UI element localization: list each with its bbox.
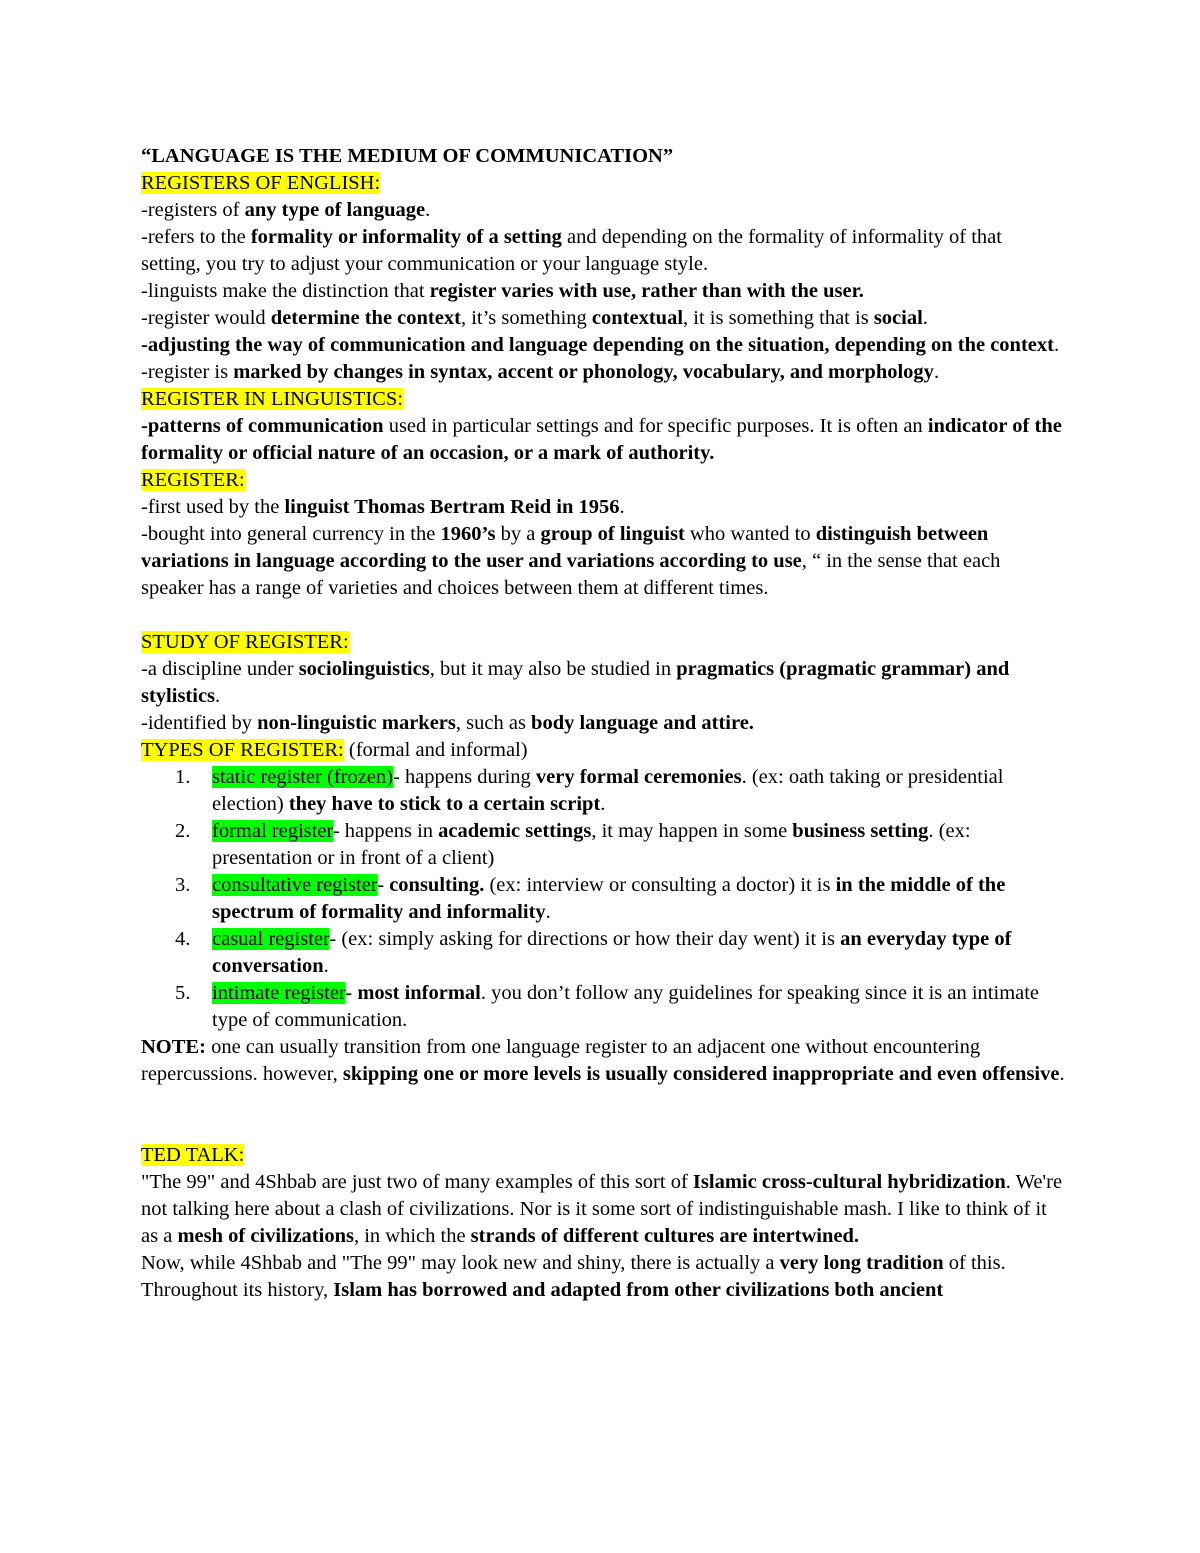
list-item: 3. consultative register- consulting. (ex: interview or consulting a doctor) it is in the middle of the spectrum of formality and informality. <box>175 874 1006 923</box>
list-item: 5. intimate register- most informal. you don’t follow any guidelines for speaking since it is an intimate type of communication. <box>175 982 1040 1031</box>
heading-highlight: STUDY OF REGISTER: <box>141 631 349 653</box>
text-line: -register would determine the context, it’s something contextual, it is something that is social. <box>141 307 928 329</box>
text-line: -identified by non-linguistic markers, such as body language and attire. <box>141 712 754 734</box>
section-heading-types-of-register: TYPES OF REGISTER: (formal and informal) <box>141 739 528 761</box>
section-heading-register-in-linguistics <box>141 386 1066 413</box>
text-line: -bought into general currency in the 1960’s by a group of linguist who wanted to distinguish between variations in language according to the user and variations according to use, “ in the sense that each speaker has a range of varieties and choices between them at different times. <box>141 523 1001 599</box>
list-number: 1. <box>175 766 191 788</box>
register-types-list <box>141 764 1066 1034</box>
term-highlight: intimate register <box>212 982 346 1004</box>
text-line: -refers to the formality or informality of a setting and depending on the formality of informality of that setting, you try to adjust your communication or your language style. <box>141 226 1002 275</box>
heading-highlight: REGISTERS OF ENGLISH: <box>141 172 381 194</box>
heading-highlight: TED TALK: <box>141 1144 245 1166</box>
note-label: NOTE: <box>141 1036 206 1058</box>
text-line: -a discipline under sociolinguistics, but it may also be studied in pragmatics (pragmatic grammar) and stylistics. <box>141 658 1010 707</box>
section-heading-register <box>141 467 1066 494</box>
section-heading-ted-talk <box>141 1142 1066 1169</box>
text-line: -first used by the linguist Thomas Bertram Reid in 1956. <box>141 496 625 518</box>
ted-paragraph-2: Now, while 4Shbab and "The 99" may look new and shiny, there is actually a very long tradition of this. Throughout its history, Islam has borrowed and adapted from other civilizations both ancient <box>141 1252 1006 1301</box>
blank-line <box>141 1088 1066 1115</box>
list-number: 5. <box>175 982 191 1004</box>
blank-line <box>141 602 1066 629</box>
list-number: 4. <box>175 928 191 950</box>
text-line: -register is marked by changes in syntax, accent or phonology, vocabulary, and morphology. <box>141 361 940 383</box>
section-heading-registers-of-english <box>141 170 1066 197</box>
text-line: -registers of any type of language. <box>141 199 431 221</box>
document-page <box>141 143 1066 1304</box>
ted-paragraph-1: "The 99" and 4Shbab are just two of many examples of this sort of Islamic cross-cultural hybridization. We're not talking here about a clash of civilizations. Nor is it some sort of indistinguishable mash. I like to think of it as a mesh of civilizations, in which the strands of different cultures are intertwined. <box>141 1171 1063 1247</box>
term-highlight: static register (frozen) <box>212 766 393 788</box>
list-item: 1. static register (frozen)- happens during very formal ceremonies. (ex: oath taking or presidential election) they have to stick to a certain script. <box>175 766 1004 815</box>
term-highlight: casual register <box>212 928 330 950</box>
list-number: 2. <box>175 820 191 842</box>
list-item: 4. casual register- (ex: simply asking for directions or how their day went) it is an everyday type of conversation. <box>175 928 1012 977</box>
document-title: “LANGUAGE IS THE MEDIUM OF COMMUNICATION” <box>141 145 674 167</box>
term-highlight: consultative register <box>212 874 378 896</box>
heading-highlight: TYPES OF REGISTER: <box>141 739 344 761</box>
list-item: 2. formal register- happens in academic settings, it may happen in some business setting. (ex: presentation or in front of a client) <box>175 820 971 869</box>
section-heading-study-of-register <box>141 629 1066 656</box>
term-highlight: formal register <box>212 820 333 842</box>
heading-highlight: REGISTER IN LINGUISTICS: <box>141 388 403 410</box>
text-line: -patterns of communication used in particular settings and for specific purposes. It is often an indicator of the formality or official nature of an occasion, or a mark of authority. <box>141 415 1062 464</box>
list-number: 3. <box>175 874 191 896</box>
heading-highlight: REGISTER: <box>141 469 245 491</box>
note-paragraph: NOTE: one can usually transition from one language register to an adjacent one without encountering repercussions. however, skipping one or more levels is usually considered inappropriate and even offensive. <box>141 1036 1065 1085</box>
blank-line <box>141 1115 1066 1142</box>
text-line: -linguists make the distinction that register varies with use, rather than with the user. <box>141 280 864 302</box>
text-line: -adjusting the way of communication and language depending on the situation, depending on the context. <box>141 334 1060 356</box>
